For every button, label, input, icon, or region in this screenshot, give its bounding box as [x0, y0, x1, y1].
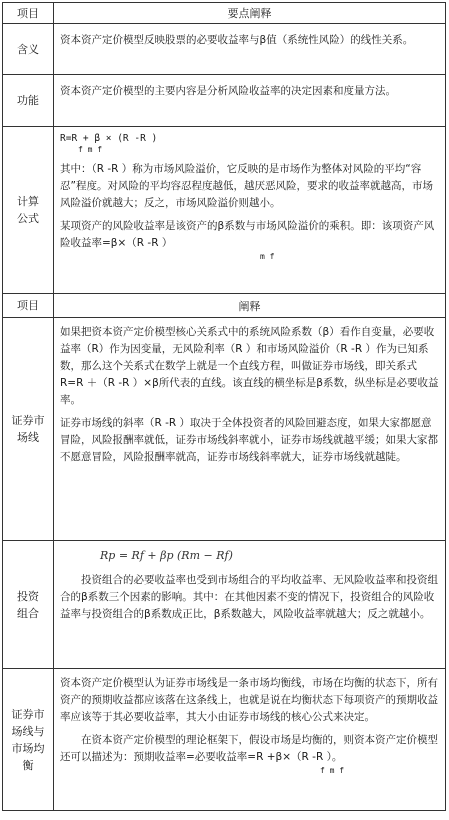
- row-content-sml: [54, 318, 445, 540]
- row-label-equilibrium: 证券市场线与市场均衡: [3, 669, 54, 810]
- table2-header-row: [3, 294, 445, 318]
- table-row: [3, 127, 445, 294]
- header-explanation: 要点阐释: [227, 7, 272, 20]
- equilibrium-paragraph-2: 在资本资产定价模型的理论框架下，假设市场是均衡的，则资本资产定价模型还可以描述为：预期收益率=必要收益率=R +β×（R -R ）。: [60, 734, 438, 763]
- capm-formula: R=R + β × (R -R ): [60, 133, 158, 144]
- table-header-row: [3, 3, 445, 24]
- portfolio-paragraph: 投资组合的必要收益率也受到市场组合的平均收益率、无风险收益率和投资组合的β系数三个因素的影响。其中：在其他因素不变的情况下，投资组合的风险收益率与投资组合的β系数成正比，β系数越大，风险收益率就越大；反之就越小。: [60, 574, 438, 620]
- row-label-portfolio: 投资组合: [3, 541, 54, 668]
- header2-explanation: 阐释: [238, 299, 261, 313]
- header2-item: 项目: [3, 294, 54, 317]
- market-premium-paragraph: 其中：（R -R ）称为市场风险溢价，它反映的是市场作为整体对风险的平均“容忍”程度。对风险的平均容忍程度越低，越厌恶风险，要求的收益率就越高，市场风险溢价就越大；反之，市场风险溢价则越小。: [60, 163, 433, 209]
- row-label-sml: 证券市场线: [3, 318, 54, 540]
- table-row: [3, 669, 445, 810]
- equilibrium-paragraph-1: 资本资产定价模型认为证券市场线是一条市场均衡线，市场在均衡的状态下，所有资产的预期收益都应该落在这条线上，也就是说在均衡状态下每项资产的预期收益率应该等于其必要收益率，其大小由证券市场线的核心公式来决定。: [60, 677, 438, 723]
- header-item: 项目: [3, 3, 54, 23]
- row-content-portfolio: [54, 541, 445, 668]
- row-content-formula: [54, 127, 445, 293]
- risk-return-paragraph: 某项资产的风险收益率是该资产的β系数与市场风险溢价的乘积。即：该项资产风险收益率=β×（R -R ）: [60, 220, 435, 249]
- row-label-formula: 计算公式: [3, 127, 54, 293]
- table-row: [3, 75, 445, 127]
- sml-definition-paragraph: 如果把资本资产定价模型核心关系式中的系统风险系数（β）看作自变量，必要收益率（R）作为因变量，无风险利率（R ）和市场风险溢价（R -R ）作为已知系数，那么这个关系式在数学上就是一个直线方程，叫做证券市场线，即关系式R=R ＋（R -R ）×β所代表的直线。该直线的横坐标是β系数，纵坐标是必要收益率。: [60, 326, 439, 406]
- sml-slope-paragraph: 证券市场线的斜率（R -R ）取决于全体投资者的风险回避态度，如果大家都愿意冒险，风险报酬率就低，证券市场线斜率就小，证券市场线就越平缓；如果大家都不愿意冒险，风险报酬率就高，证券市场线斜率就大，证券市场线就越陡。: [60, 417, 438, 463]
- table-row: [3, 541, 445, 669]
- row-content-equilibrium: [54, 669, 445, 810]
- knowledge-table: [2, 2, 446, 811]
- table-row: [3, 318, 445, 541]
- equilibrium-subscripts: f m f: [320, 766, 345, 775]
- row-label-function: 功能: [3, 75, 54, 126]
- row-label-meaning: 含义: [3, 24, 54, 74]
- row-text-function: 资本资产定价模型的主要内容是分析风险收益率的决定因素和度量方法。: [60, 85, 396, 97]
- risk-return-subscripts: m f: [260, 252, 275, 261]
- table-row: [3, 24, 445, 75]
- capm-formula-subscripts: f m f: [78, 145, 103, 154]
- portfolio-formula: Rp = Rf + βp (Rm − Rf): [100, 549, 233, 562]
- row-text-meaning: 资本资产定价模型反映股票的必要收益率与β值（系统性风险）的线性关系。: [60, 34, 414, 46]
